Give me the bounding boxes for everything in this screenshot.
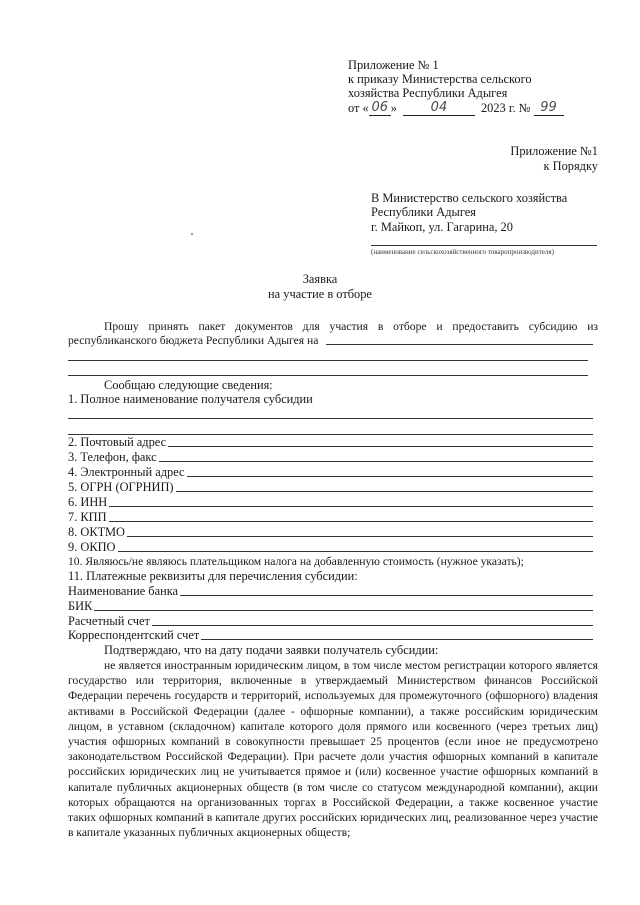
order-month: 04 [403, 100, 475, 116]
addressee-line1: В Министерство сельского хозяйства [371, 191, 568, 205]
date-prefix: от « [348, 101, 369, 115]
oktmo-input[interactable] [127, 536, 593, 537]
field-okpo-label: 9. ОКПО [68, 540, 116, 554]
field-vat-status: 10. Являюсь/не являюсь плательщиком налога на добавленную стоимость (нужное указать); [68, 555, 524, 568]
field-account-label: Расчетный счет [68, 614, 150, 628]
field-bik[interactable] [68, 599, 593, 614]
postal-address-input[interactable] [168, 446, 593, 447]
order-number: 99 [534, 100, 564, 116]
field-phone[interactable] [68, 450, 593, 465]
confirm-intro: Подтверждаю, что на дату подачи заявки получатель субсидии: [104, 643, 439, 657]
blank-line-2[interactable] [68, 375, 588, 376]
field-phone-label: 3. Телефон, факс [68, 450, 157, 464]
order-appendix-line2: хозяйства Республики Адыгея [348, 86, 508, 100]
field-corr-account[interactable] [68, 628, 593, 643]
producer-name-line[interactable] [371, 245, 597, 246]
account-input[interactable] [152, 625, 593, 626]
field-inn[interactable] [68, 495, 593, 510]
order-appendix-title: Приложение № 1 [348, 58, 439, 72]
full-name-line-1[interactable] [68, 418, 593, 419]
field-bik-label: БИК [68, 599, 93, 613]
blank-line-1[interactable] [68, 360, 588, 361]
field-oktmo-label: 8. ОКТМО [68, 525, 125, 539]
email-input[interactable] [187, 476, 593, 477]
field-corr-account-label: Корреспондентский счет [68, 628, 200, 642]
order-day: 06 [369, 100, 391, 116]
addressee-line2: Республики Адыгея [371, 205, 476, 219]
field-postal-address[interactable] [68, 435, 593, 450]
field-okpo[interactable] [68, 540, 593, 555]
okpo-input[interactable] [118, 551, 594, 552]
form-title: Заявка [302, 272, 338, 286]
confirm-paragraph: не является иностранным юридическим лицом, в том числе местом регистрации которого является государство или территория, включенные в утверждаемый Министерством финансов Российской Федерации перечень государств и территорий, используемых для промежуточного (офшорного) владения активами в Российской Федерации (далее - офшорные компании), а также российским юридическим лицом, в уставном (складочном) капитале которого доля прямого или косвенного (через третьих лиц) участия офшорных компаний в совокупности превышает 25 процентов (если иное не предусмотрено законодательством Российской Федерации). При расчете доли участия офшорных компаний в капитале российских юридических лиц не учитывается прямое и (или) косвенное участие офшорных компаний в капитале публичных акционерных обществ (в том числе со статусом международной компании), акции которых обращаются на организованных торгах в Российской Федерации, а также косвенное участие таких офшорных компаний в капитале других российских юридических лиц, реализованное через участие в капитале указанных публичных акционерных обществ; [68, 659, 598, 840]
order-year-text: 2023 г. № [480, 101, 531, 115]
field-ogrn-label: 5. ОГРН (ОГРНИП) [68, 480, 174, 494]
field-bank-name-label: Наименование банка [68, 584, 179, 598]
form-subtitle: на участие в отборе [268, 287, 372, 301]
field-payment-details-heading: 11. Платежные реквизиты для перечисления субсидии: [68, 569, 358, 583]
procedure-appendix-title: Приложение №1 [510, 144, 598, 158]
kpp-input[interactable] [109, 521, 593, 522]
info-intro: Сообщаю следующие сведения: [104, 378, 273, 392]
field-inn-label: 6. ИНН [68, 495, 108, 509]
date-mid: » [390, 101, 397, 115]
procedure-appendix-subtitle: к Порядку [543, 159, 598, 173]
field-oktmo[interactable] [68, 525, 593, 540]
field-kpp[interactable] [68, 510, 593, 525]
field-account[interactable] [68, 614, 593, 629]
subsidy-purpose-field[interactable] [68, 333, 593, 348]
field-full-name-label: 1. Полное наименование получателя субсидии [68, 392, 313, 406]
addressee-line3: г. Майкоп, ул. Гагарина, 20 [371, 220, 513, 234]
field-postal-address-label: 2. Почтовый адрес [68, 435, 167, 449]
field-ogrn[interactable] [68, 480, 593, 495]
order-appendix-line1: к приказу Министерства сельского [348, 72, 532, 86]
subsidy-purpose-input[interactable] [326, 344, 593, 345]
scan-speck [191, 233, 193, 235]
field-kpp-label: 7. КПП [68, 510, 107, 524]
corr-account-input[interactable] [201, 639, 593, 640]
producer-caption: (наименование сельскохозяйственного товаропроизводителя) [371, 248, 554, 256]
request-line1: Прошу принять пакет документов для участия в отборе и предоставить субсидию из [104, 320, 598, 333]
phone-input[interactable] [159, 461, 593, 462]
order-date-line [348, 100, 564, 116]
inn-input[interactable] [109, 506, 593, 507]
ogrn-input[interactable] [176, 491, 593, 492]
field-email[interactable] [68, 465, 593, 480]
bank-name-input[interactable] [180, 595, 593, 596]
request-line2: республиканского бюджета Республики Адыгея на [68, 334, 319, 347]
field-email-label: 4. Электронный адрес [68, 465, 185, 479]
bik-input[interactable] [94, 610, 593, 611]
field-bank-name[interactable] [68, 584, 593, 599]
